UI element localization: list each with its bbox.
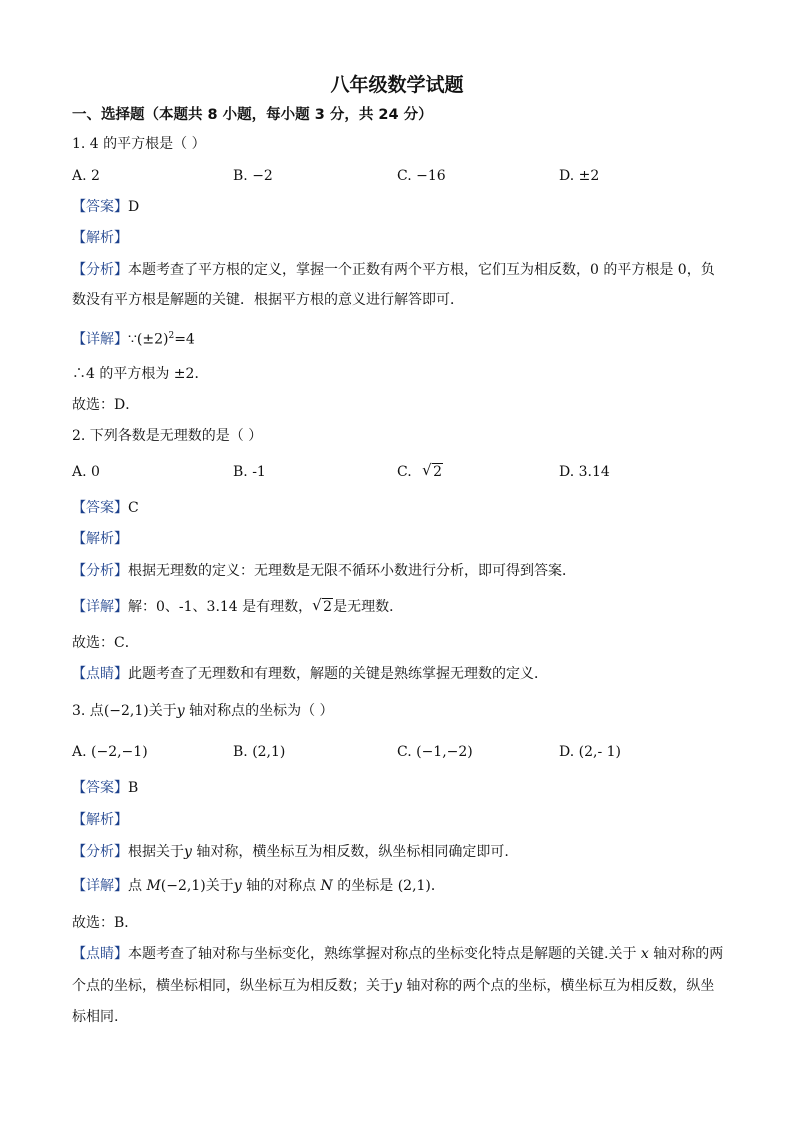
q3-detail-a: 点 [128,878,147,894]
q3-detail-n: N [320,878,333,894]
q2-option-a: A. 0 [72,464,100,480]
answer-tag: 【答案】 [72,500,128,516]
q3-stem-point: (−2,1) [103,703,149,719]
detail-tag: 【详解】 [72,599,128,615]
fenxi-tag: 【分析】 [72,563,128,579]
section-heading: 一、选择题（本题共 8 小题，每小题 3 分，共 24 分） [72,107,433,123]
page-title: 八年级数学试题 [330,74,464,96]
q1-detail-rest: =4 [174,331,195,348]
q3-stem-mid: 关于 [148,703,177,719]
dianjing-tag: 【点睛】 [72,946,128,962]
q2-option-c [397,463,443,481]
q1-option-a: A. 2 [72,168,100,184]
q2-detail-post: 是无理数． [333,599,404,615]
answer-tag: 【答案】 [72,780,128,796]
q3-fenxi [72,843,509,861]
q2-dianjing [72,665,548,683]
q3-dianjing-1a: 本题考查了轴对称与坐标变化，熟练掌握对称点的坐标变化特点是解题的关键.关于 [128,946,641,962]
q3-detail-y: y [233,878,242,894]
q3-option-b: B. (2,1) [233,744,286,760]
q1-fenxi-text1: 本题考查了平方根的定义，掌握一个正数有两个平方根，它们互为相反数，0 的平方根是 0，负 [128,262,715,278]
q2-choose: 故选：C． [72,635,139,651]
q3-dianjing-line1 [72,945,723,963]
q1-detail [72,327,195,349]
q3-fenxi-post: 轴对称，横坐标互为相反数，纵坐标相同确定即可. [191,844,509,860]
q3-dianjing-2a: 个点的坐标，横坐标相同，纵坐标互为相反数；关于 [72,978,394,994]
q2-fenxi [72,562,576,580]
q3-stem-pre: 3. 点 [72,703,104,719]
q3-option-c: C. (−1,−2) [397,744,473,760]
q3-detail [72,877,445,895]
q3-choose: 故选：B． [72,915,139,931]
detail-tag: 【详解】 [72,331,128,348]
q3-dianjing-2b: 轴对称的两个点的坐标，横坐标互为相反数，纵坐 [401,978,715,994]
fenxi-tag: 【分析】 [72,262,128,278]
q1-fenxi-line2: 数没有平方根是解题的关键．根据平方根的意义进行解答即可． [72,292,464,308]
q3-answer-value: B [128,780,139,796]
q1-option-b: B. −2 [233,168,273,184]
q3-detail-result: (2,1) [397,878,431,894]
q3-fenxi-pre: 根据关于 [128,844,184,860]
q2-answer [72,499,139,517]
q1-option-c: C. −16 [397,168,446,184]
q1-choose: 故选：D． [72,397,140,413]
q3-option-a: A. (−2,−1) [72,744,148,760]
q2-sqrt-value: 2 [433,464,443,480]
q3-fenxi-var: y [184,844,192,860]
q2-detail-pre: 解：0、-1、3.14 是有理数， [128,599,313,615]
radical-sign-icon: √ [422,461,432,479]
q3-answer [72,779,138,797]
q1-answer [72,198,139,216]
q3-dianjing-1b: 轴对称的两 [648,946,724,962]
q3-detail-d: 轴的对称点 [241,878,321,894]
q3-detail-point: (−2,1) [160,878,206,894]
q1-detail-expr: ∵(±2) [128,331,169,348]
q3-stem [72,702,334,720]
q3-option-d: D. (2,- 1) [559,744,621,760]
sqrt-symbol [422,463,443,481]
q2-stem: 2. 下列各数是无理数的是（ ） [72,428,263,444]
answer-tag: 【答案】 [72,199,128,215]
q2-option-d: D. 3.14 [559,464,610,480]
analysis-tag: 【解析】 [72,230,128,246]
q2-detail-sqrt: 2 [323,599,333,615]
q1-option-d: D. ±2 [559,168,600,184]
q3-stem-post: 轴对称点的坐标为（ ） [184,703,334,719]
analysis-tag: 【解析】 [72,531,128,547]
detail-tag: 【详解】 [72,878,128,894]
q1-conclusion: ∴4 的平方根为 ±2． [72,366,209,382]
q2-dianjing-text: 此题考查了无理数和有理数，解题的关键是熟练掌握无理数的定义． [128,666,548,682]
q2-option-c-label: C. [397,464,412,480]
q3-analysis-heading [72,811,128,829]
q1-stem: 1. 4 的平方根是（ ） [72,136,206,152]
q2-fenxi-text: 根据无理数的定义：无理数是无限不循环小数进行分析，即可得到答案． [128,563,576,579]
q3-dianjing-line2 [72,977,714,995]
q1-answer-value: D [128,199,140,215]
q1-detail-sup: 2 [168,331,175,341]
radical-sign-icon: √ [312,596,322,614]
q1-analysis-heading [72,229,128,247]
q2-option-b: B. -1 [233,464,266,480]
q1-fenxi-line1 [72,261,715,279]
q3-detail-g: ． [430,878,445,894]
q2-answer-value: C [128,500,139,516]
q2-detail [72,598,403,616]
fenxi-tag: 【分析】 [72,844,128,860]
q3-detail-e: 的坐标是 [332,878,398,894]
q3-stem-var: y [176,703,185,719]
dianjing-tag: 【点睛】 [72,666,128,682]
q2-analysis-heading [72,530,128,548]
q3-dianjing-line3: 标相同. [72,1009,119,1025]
q3-detail-m: M [146,878,161,894]
sqrt-symbol [312,598,333,616]
q3-dianjing-x: x [640,946,649,962]
analysis-tag: 【解析】 [72,812,128,828]
q3-dianjing-y: y [394,978,402,994]
q3-detail-c: 关于 [205,878,234,894]
